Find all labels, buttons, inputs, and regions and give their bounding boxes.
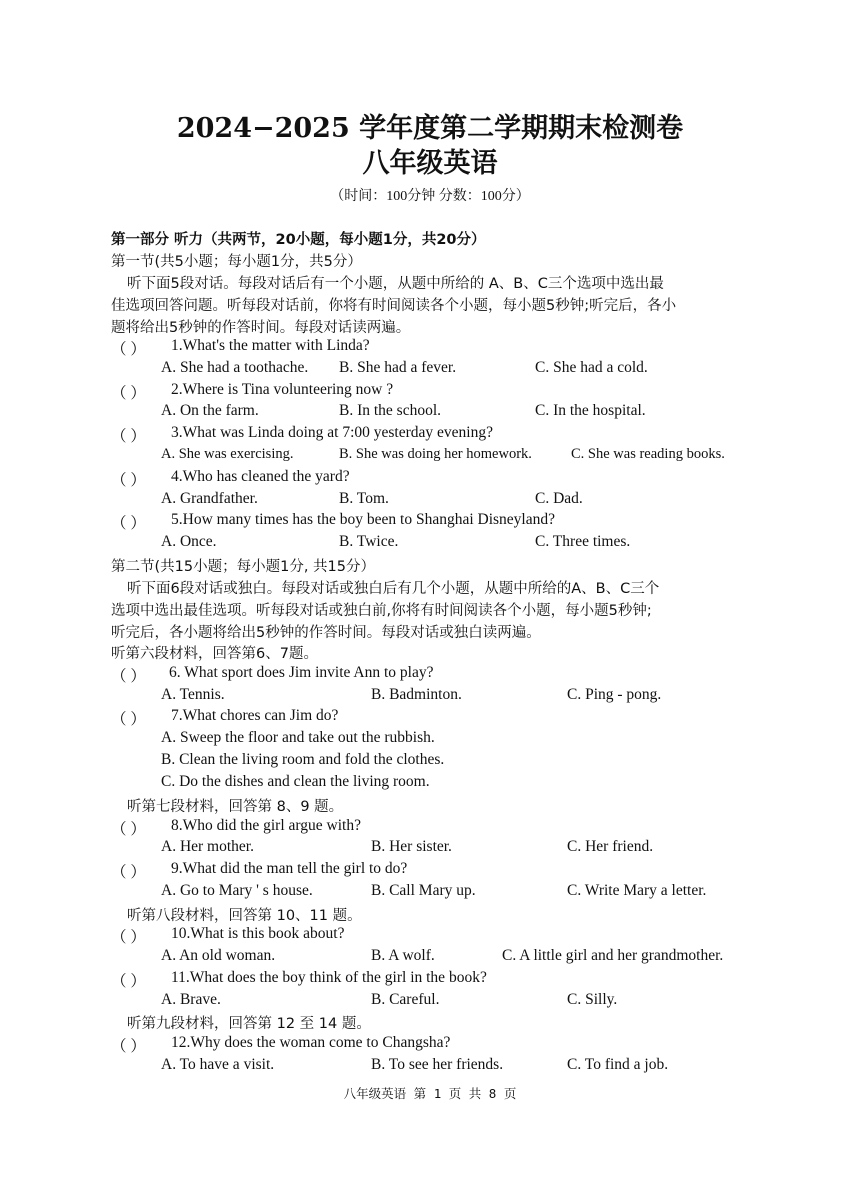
question-stem: 7.What chores can Jim do? <box>171 707 339 724</box>
option-c: C. She had a cold. <box>535 359 648 376</box>
option-b: B. Call Mary up. <box>371 882 476 899</box>
question-stem: 8.Who did the girl argue with? <box>171 817 361 834</box>
listening-note: 听第七段材料，回答第 8、9 题。 <box>127 799 344 815</box>
answer-blank[interactable]: （ ） <box>111 515 146 532</box>
listening-note: 听第九段材料，回答第 12 至 14 题。 <box>127 1016 371 1032</box>
question-stem: 3.What was Linda doing at 7:00 yesterday evening? <box>171 424 493 441</box>
option-c: C. A little girl and her grandmother. <box>502 947 724 964</box>
option-a: A. Brave. <box>161 991 221 1008</box>
option-a: A. An old woman. <box>161 947 276 964</box>
option-b: B. Clean the living room and fold the clothes. <box>161 751 445 768</box>
option-b: B. A wolf. <box>371 947 435 964</box>
answer-blank[interactable]: （ ） <box>111 711 146 728</box>
answer-blank[interactable]: （ ） <box>111 428 146 445</box>
section1-instruction-line: 题将给出5秒钟的作答时间。每段对话读两遍。 <box>111 320 411 336</box>
option-b: B. Careful. <box>371 991 440 1008</box>
option-c: C. She was reading books. <box>571 446 725 462</box>
question-stem: 4.Who has cleaned the yard? <box>171 468 350 485</box>
option-a: A. On the farm. <box>161 402 259 419</box>
option-c: C. Her friend. <box>567 838 654 855</box>
section2-instruction-line: 听下面6段对话或独白。每段对话或独白后有几个小题，从题中所给的A、B、C三个 <box>127 581 660 597</box>
option-a: A. Tennis. <box>161 686 225 703</box>
section2-heading: 第二节(共15小题；每小题1分, 共15分） <box>111 559 376 575</box>
question-stem: 6. What sport does Jim invite Ann to play? <box>169 664 434 681</box>
option-a: A. Go to Mary ' s house. <box>161 882 313 899</box>
listening-note: 听第六段材料，回答第6、7题。 <box>111 646 318 662</box>
option-a: A. To have a visit. <box>161 1056 275 1073</box>
option-b: B. Twice. <box>339 533 399 550</box>
option-b: B. Her sister. <box>371 838 452 855</box>
answer-blank[interactable]: （ ） <box>111 341 146 358</box>
option-a: A. Her mother. <box>161 838 254 855</box>
option-c: C. Ping - pong. <box>567 686 662 703</box>
section1-instruction-line: 听下面5段对话。每段对话后有一个小题，从题中所给的 A、B、C三个选项中选出最 <box>127 276 664 292</box>
exam-info: （时间：100分钟 分数：100分） <box>330 189 530 204</box>
page-subject-title: 八年级英语 <box>362 148 498 179</box>
question-stem: 2.Where is Tina volunteering now ? <box>171 381 394 398</box>
option-b: B. Badminton. <box>371 686 462 703</box>
option-a: A. Sweep the floor and take out the rubbish. <box>161 729 435 746</box>
option-b: B. She had a fever. <box>339 359 457 376</box>
option-c: C. To find a job. <box>567 1056 669 1073</box>
answer-blank[interactable]: （ ） <box>111 668 146 685</box>
answer-blank[interactable]: （ ） <box>111 929 146 946</box>
section2-instruction-line: 选项中选出最佳选项。听每段对话或独白前,你将有时间阅读各个小题，每小题5秒钟; <box>111 603 652 619</box>
option-a: A. Grandfather. <box>161 490 258 507</box>
answer-blank[interactable]: （ ） <box>111 821 146 838</box>
answer-blank[interactable]: （ ） <box>111 1038 146 1055</box>
option-c: C. Three times. <box>535 533 631 550</box>
option-b: B. Tom. <box>339 490 389 507</box>
question-stem: 5.How many times has the boy been to Shanghai Disneyland? <box>171 511 555 528</box>
page-footer: 八年级英语 第 1 页 共 8 页 <box>343 1086 517 1101</box>
option-a: A. Once. <box>161 533 217 550</box>
question-stem: 10.What is this book about? <box>171 925 345 942</box>
option-b: B. She was doing her homework. <box>339 446 532 462</box>
answer-blank[interactable]: （ ） <box>111 973 146 990</box>
option-a: A. She was exercising. <box>161 446 294 462</box>
answer-blank[interactable]: （ ） <box>111 472 146 489</box>
listening-note: 听第八段材料，回答第 10、11 题。 <box>127 908 362 924</box>
section1-heading: 第一节(共5小题；每小题1分，共5分） <box>111 254 362 270</box>
answer-blank[interactable]: （ ） <box>111 864 146 881</box>
page-title: 2024−2025 学年度第二学期期末检测卷 <box>176 113 684 144</box>
question-stem: 11.What does the boy think of the girl in the book? <box>171 969 487 986</box>
option-c: C. Silly. <box>567 991 618 1008</box>
section2-instruction-line: 听完后，各小题将给出5秒钟的作答时间。每段对话或独白读两遍。 <box>111 625 541 641</box>
question-stem: 9.What did the man tell the girl to do? <box>171 860 408 877</box>
option-c: C. Write Mary a letter. <box>567 882 707 899</box>
question-stem: 1.What's the matter with Linda? <box>171 337 370 354</box>
option-b: B. To see her friends. <box>371 1056 504 1073</box>
section1-instruction-line: 佳选项回答问题。听每段对话前，你将有时间阅读各个小题，每小题5秒钟;听完后，各小 <box>111 298 677 314</box>
option-c: C. Dad. <box>535 490 583 507</box>
option-b: B. In the school. <box>339 402 442 419</box>
answer-blank[interactable]: （ ） <box>111 385 146 402</box>
option-c: C. Do the dishes and clean the living room. <box>161 773 430 790</box>
question-stem: 12.Why does the woman come to Changsha? <box>171 1034 451 1051</box>
option-a: A. She had a toothache. <box>161 359 309 376</box>
part1-heading: 第一部分 听力（共两节，20小题，每小题1分，共20分） <box>111 232 486 248</box>
option-c: C. In the hospital. <box>535 402 646 419</box>
